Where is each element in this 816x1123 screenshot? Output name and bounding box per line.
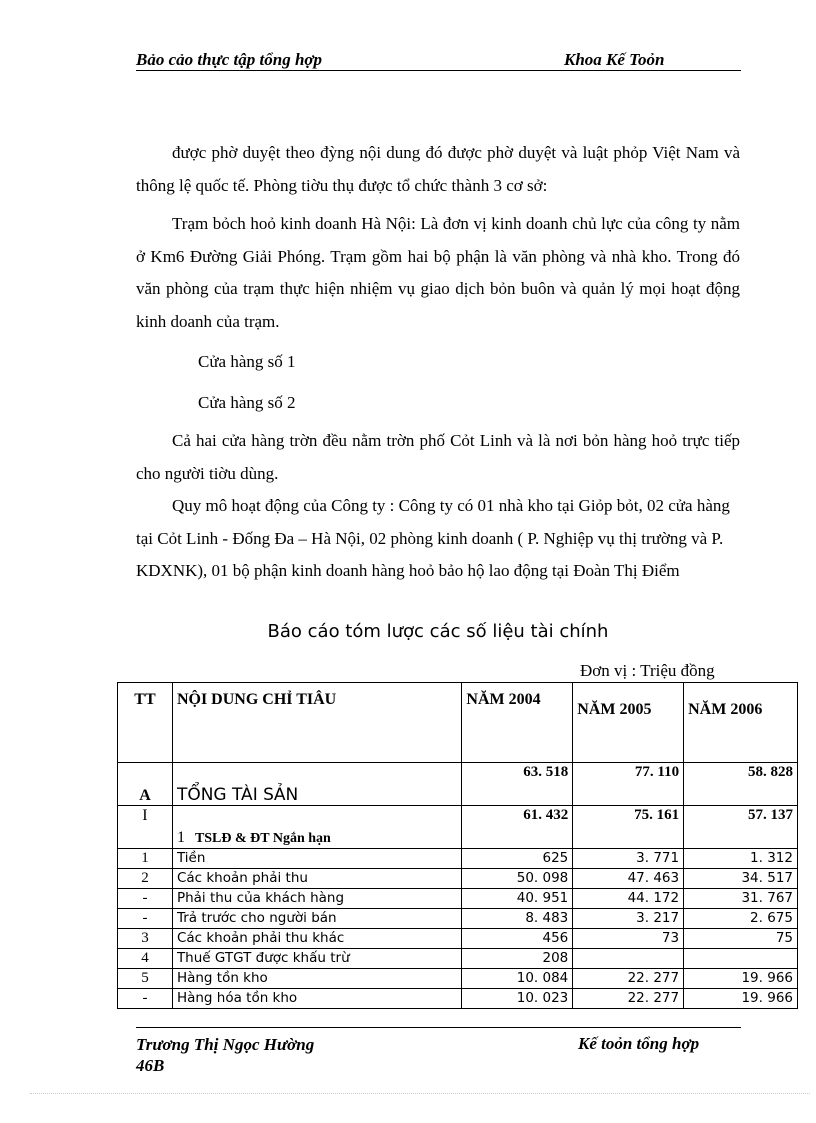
table-header-row (118, 683, 798, 763)
report-title: Báo cáo tóm lược các số liệu tài chính (267, 621, 609, 642)
table-row (118, 909, 798, 929)
cell-2004: 625 (462, 849, 573, 869)
cell-2005: 22. 277 (573, 969, 684, 989)
table-row (118, 889, 798, 909)
cell-2006: 19. 966 (684, 989, 798, 1009)
cell-2004: 10. 084 (462, 969, 573, 989)
cell-2004: 61. 432 (462, 806, 573, 849)
paragraph-3: Cả hai cửa hàng trờn đều nằm trờn phố Cỏt Linh và là nơi bỏn hàng hoỏ trực tiếp cho người tiờu dùng. (136, 431, 740, 483)
footer-role: Kế toỏn tổng hợp (578, 1034, 700, 1053)
cell-label (172, 806, 461, 849)
cell-2006 (684, 949, 798, 969)
cell-tt: 1 (118, 849, 173, 869)
page-footer (136, 1027, 741, 1075)
cell-2006: 1. 312 (684, 849, 798, 869)
table-row (118, 849, 798, 869)
cell-2006: 2. 675 (684, 909, 798, 929)
paragraph-2: Trạm bỏch hoỏ kinh doanh Hà Nội: Là đơn vị kinh doanh chủ lực của công ty nằm ở Km6 Đường Giải Phóng. Trạm gồm hai bộ phận là văn phòng và nhà kho. Trong đó văn phòng của trạm thực hiện nhiệm vụ giao dịch bỏn buôn và quản lý mọi hoạt động kinh doanh của trạm. (136, 214, 740, 331)
cell-label: Tiền (172, 849, 461, 869)
cell-2006: 34. 517 (684, 869, 798, 889)
cell-tt: 2 (118, 869, 173, 889)
cell-2005: 3. 771 (573, 849, 684, 869)
page-header (136, 48, 741, 71)
cell-2006: 19. 966 (684, 969, 798, 989)
cell-label: Trả trước cho người bán (172, 909, 461, 929)
table-row-short-term-assets (118, 806, 798, 849)
cell-2005: 44. 172 (573, 889, 684, 909)
cell-2004: 10. 023 (462, 989, 573, 1009)
cell-2005: 75. 161 (573, 806, 684, 849)
unit-label: Đơn vị : Triệu đồng (580, 661, 715, 680)
cell-label: Thuế GTGT được khấu trừ (172, 949, 461, 969)
table-row-total-assets (118, 763, 798, 806)
cell-2005 (573, 949, 684, 969)
cell-tt: - (118, 889, 173, 909)
cell-label-text: TSLĐ & ĐT Ngắn hạn (194, 831, 331, 846)
cell-tt: 3 (118, 929, 173, 949)
header-department: Khoa Kế Toỏn (564, 50, 665, 69)
cell-tt: 5 (118, 969, 173, 989)
footer-author: Trương Thị Ngọc Hường (136, 1035, 315, 1054)
paragraph-1: được phờ duyệt theo đỳng nội dung đó được phờ duyệt và luật phỏp Việt Nam và thông lệ quốc tế. Phòng tiờu thụ được tổ chức thành 3 cơ sở: (136, 143, 740, 195)
table-row (118, 989, 798, 1009)
cell-2005: 22. 277 (573, 989, 684, 1009)
cell-tt: A (118, 763, 173, 806)
table-row (118, 969, 798, 989)
table-row (118, 929, 798, 949)
col-header-2005: NĂM 2005 (573, 683, 684, 763)
cell-label: Các khoản phải thu (172, 869, 461, 889)
footer-class: 46B (136, 1056, 165, 1075)
col-header-tt: TT (118, 683, 173, 763)
col-header-content: NỘI DUNG CHỈ TIÂU (172, 683, 461, 763)
table-row (118, 869, 798, 889)
cell-2004: 208 (462, 949, 573, 969)
list-number: 1 (176, 829, 185, 846)
financial-table (117, 682, 798, 1009)
cell-2006: 31. 767 (684, 889, 798, 909)
cell-2005: 77. 110 (573, 763, 684, 806)
cell-label: Các khoản phải thu khác (172, 929, 461, 949)
cell-label: TỔNG TÀI SẢN (172, 763, 461, 806)
cell-2004: 456 (462, 929, 573, 949)
cell-tt: - (118, 989, 173, 1009)
cell-label: Phải thu của khách hàng (172, 889, 461, 909)
cell-2005: 3. 217 (573, 909, 684, 929)
header-title: Bảo cảo thực tập tổng hợp (136, 50, 323, 69)
cell-2004: 8. 483 (462, 909, 573, 929)
cell-tt: I (118, 806, 173, 849)
page-bottom-divider (30, 1093, 810, 1094)
table-row (118, 949, 798, 969)
cell-2006: 57. 137 (684, 806, 798, 849)
col-header-2006: NĂM 2006 (684, 683, 798, 763)
store-item-1: Cửa hàng số 1 (198, 352, 296, 371)
store-item-2: Cửa hàng số 2 (198, 393, 296, 412)
cell-tt: - (118, 909, 173, 929)
col-header-2004: NĂM 2004 (462, 683, 573, 763)
cell-2004: 63. 518 (462, 763, 573, 806)
cell-2004: 50. 098 (462, 869, 573, 889)
cell-2005: 73 (573, 929, 684, 949)
cell-2006: 75 (684, 929, 798, 949)
cell-2004: 40. 951 (462, 889, 573, 909)
cell-tt: 4 (118, 949, 173, 969)
cell-label: Hàng tồn kho (172, 969, 461, 989)
paragraph-4: Quy mô hoạt động của Công ty : Công ty có 01 nhà kho tại Giỏp bỏt, 02 cửa hàng tại Cỏt Linh - Đống Đa – Hà Nội, 02 phòng kinh doanh ( P. Nghiệp vụ thị trường và P. KDXNK), 01 bộ phận kinh doanh hàng hoỏ bảo hộ lao động tại Đoàn Thị Điểm (136, 496, 730, 580)
cell-label: Hàng hóa tồn kho (172, 989, 461, 1009)
cell-2006: 58. 828 (684, 763, 798, 806)
cell-2005: 47. 463 (573, 869, 684, 889)
